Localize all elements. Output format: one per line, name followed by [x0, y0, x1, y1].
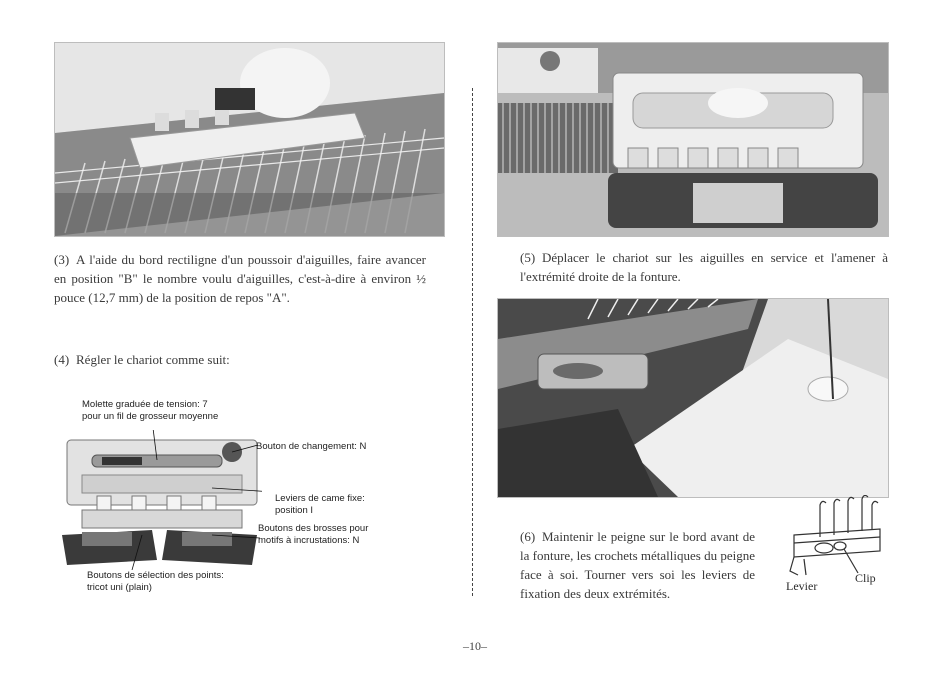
lever-label: Levier [786, 579, 818, 593]
step-3-number: (3) [54, 252, 70, 267]
step-6-number: (6) [520, 529, 536, 544]
tension-dial-label-line1: Molette graduée de tension: 7 [82, 399, 208, 410]
page-number: –10– [463, 639, 487, 653]
step-5-number: (5) [520, 250, 536, 265]
tension-dial-label [82, 399, 218, 422]
step-6-text: Maintenir le peigne sur le bord avant de la fonture, les crochets métalliques du peigne face à soi. Tourner vers soi les leviers de fixation des deux extrémités. [520, 529, 756, 601]
step-4-number: (4) [54, 352, 70, 367]
brush-buttons-label-line2: motifs à incrustations: N [258, 534, 360, 546]
change-button-label-line1: Bouton de changement: N [256, 441, 367, 452]
clip-label: Clip [855, 571, 876, 585]
step-6-paragraph [520, 527, 755, 603]
brush-buttons-label [258, 523, 368, 546]
step-3-text: A l'aide du bord rectiligne d'un poussoir d'aiguilles, faire avancer en position "B" le nombre voulu d'aiguilles, c'est-à-dire à environ ½ pouce (12,7 mm) de la position de repos "A". [54, 252, 426, 305]
step-4-text: Régler le chariot comme suit: [76, 352, 230, 367]
stitch-buttons-label-line2: tricot uni (plain) [87, 581, 152, 593]
step-5-text: Déplacer le chariot sur les aiguilles en service et l'amener à l'extrémité droite de la fonture. [520, 250, 888, 284]
carriage-photo [497, 42, 889, 237]
cam-levers-label [275, 493, 365, 516]
step-3-paragraph [54, 250, 426, 307]
stitch-buttons-label [87, 570, 224, 593]
cam-levers-label-line2: position I [275, 504, 314, 516]
brush-buttons-label-line1: Boutons des brosses pour [258, 523, 369, 534]
carriage-settings-photo [62, 430, 262, 570]
step-5-paragraph [520, 248, 888, 286]
comb-photo [497, 298, 889, 498]
column-divider [472, 88, 473, 596]
tension-dial-label-line2: pour un fil de grosseur moyenne [82, 410, 219, 422]
stitch-buttons-label-line1: Boutons de sélection des points: [87, 570, 224, 581]
step-4-paragraph [54, 350, 426, 369]
cam-levers-label-line1: Leviers de came fixe: [275, 493, 365, 504]
needle-pusher-photo [54, 42, 445, 237]
change-button-label [256, 441, 366, 453]
